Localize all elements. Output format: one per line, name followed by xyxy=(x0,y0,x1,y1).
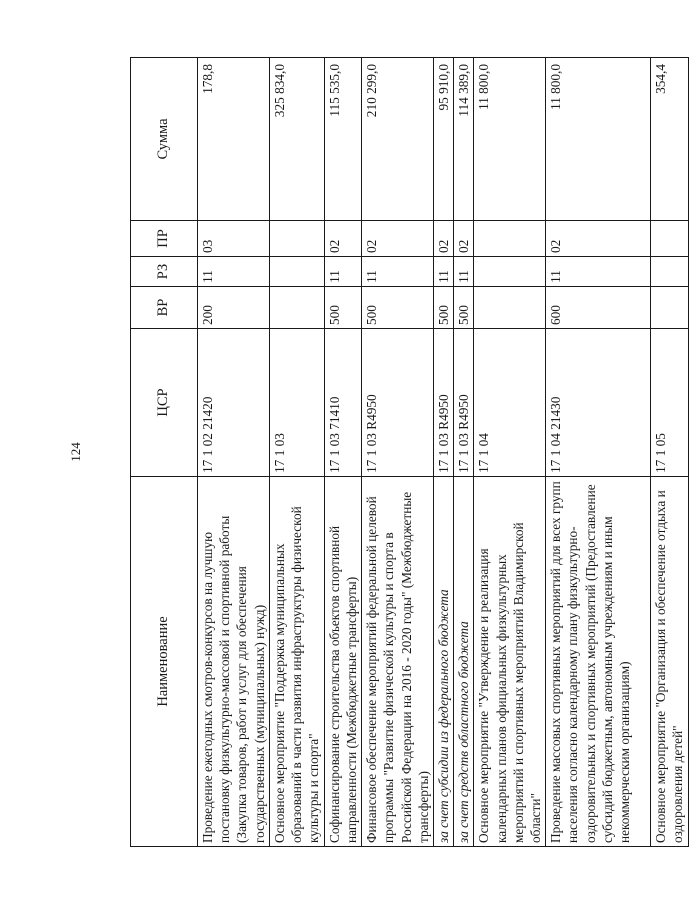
cell-rz: 11 xyxy=(198,257,270,287)
cell-pr xyxy=(474,221,546,257)
cell-rz xyxy=(474,257,546,287)
cell-name: Финансовое обеспечение мероприятий федеральной целевой программы "Развитие физической культуры и спорта в Российской Федерации на 2016 - 2020 годы" (Межбюджетные трансферты) xyxy=(362,477,434,847)
cell-name: за счет средств областного бюджета xyxy=(454,477,474,847)
cell-csr: 17 1 04 21430 xyxy=(546,329,651,477)
cell-sum: 325 834,0 xyxy=(269,58,324,221)
cell-pr: 02 xyxy=(546,221,651,257)
table-row xyxy=(454,58,474,847)
table-row xyxy=(546,58,651,847)
table-row xyxy=(362,58,434,847)
table-row xyxy=(651,58,688,847)
budget-table xyxy=(130,57,689,847)
header-csr: ЦСР xyxy=(131,329,198,477)
cell-csr: 17 1 03 71410 xyxy=(324,329,361,477)
cell-rz: 11 xyxy=(434,257,454,287)
table-row xyxy=(324,58,361,847)
header-pr: ПР xyxy=(131,221,198,257)
cell-sum: 114 389,0 xyxy=(454,58,474,221)
cell-csr: 17 1 03 xyxy=(269,329,324,477)
header-rz: РЗ xyxy=(131,257,198,287)
cell-name: Проведение ежегодных смотров-конкурсов на лучшую постановку физкультурно-массовой и спортивной работы (Закупка товаров, работ и услуг для обеспечения государственных (муниципальных) нужд) xyxy=(198,477,270,847)
table-row xyxy=(474,58,546,847)
table-row xyxy=(269,58,324,847)
header-name: Наименование xyxy=(131,477,198,847)
cell-rz: 11 xyxy=(324,257,361,287)
page-number: 124 xyxy=(67,442,83,462)
cell-vr: 200 xyxy=(198,287,270,329)
cell-sum: 178,8 xyxy=(198,58,270,221)
cell-name: Проведение массовых спортивных мероприятий для всех групп населения согласно календарному плану физкультурно-оздоровительных и спортивных мероприятий (Предоставление субсидий бюджетным, автономным учреждениям и иным некоммерческим организациям) xyxy=(546,477,651,847)
cell-pr: 02 xyxy=(324,221,361,257)
rotated-table-wrapper xyxy=(130,57,689,847)
cell-pr: 02 xyxy=(434,221,454,257)
cell-rz xyxy=(651,257,688,287)
cell-pr xyxy=(269,221,324,257)
cell-csr: 17 1 05 xyxy=(651,329,688,477)
cell-vr: 600 xyxy=(546,287,651,329)
cell-vr: 500 xyxy=(362,287,434,329)
cell-rz: 11 xyxy=(454,257,474,287)
cell-pr: 02 xyxy=(362,221,434,257)
cell-name: за счет субсидии из федерального бюджета xyxy=(434,477,454,847)
cell-csr: 17 1 04 xyxy=(474,329,546,477)
cell-pr: 02 xyxy=(454,221,474,257)
cell-name: Софинансирование строительства объектов спортивной направленности (Межбюджетные трансферты) xyxy=(324,477,361,847)
cell-sum: 11 800,0 xyxy=(546,58,651,221)
cell-sum: 354,4 xyxy=(651,58,688,221)
cell-sum: 95 910,0 xyxy=(434,58,454,221)
cell-pr xyxy=(651,221,688,257)
cell-csr: 17 1 03 R4950 xyxy=(454,329,474,477)
cell-name: Основное мероприятие "Организация и обеспечение отдыха и оздоровления детей" xyxy=(651,477,688,847)
cell-rz: 11 xyxy=(546,257,651,287)
cell-csr: 17 1 03 R4950 xyxy=(362,329,434,477)
cell-rz xyxy=(269,257,324,287)
cell-sum: 210 299,0 xyxy=(362,58,434,221)
header-row xyxy=(131,58,198,847)
cell-pr: 03 xyxy=(198,221,270,257)
cell-vr xyxy=(474,287,546,329)
table-row xyxy=(434,58,454,847)
cell-rz: 11 xyxy=(362,257,434,287)
cell-name: Основное мероприятие "Утверждение и реализация календарных планов официальных физкультурных мероприятий и спортивных мероприятий Владимирской области" xyxy=(474,477,546,847)
cell-vr: 500 xyxy=(454,287,474,329)
cell-vr xyxy=(269,287,324,329)
cell-sum: 11 800,0 xyxy=(474,58,546,221)
cell-csr: 17 1 02 21420 xyxy=(198,329,270,477)
cell-vr xyxy=(651,287,688,329)
table-row xyxy=(198,58,270,847)
cell-csr: 17 1 03 R4950 xyxy=(434,329,454,477)
cell-sum: 115 535,0 xyxy=(324,58,361,221)
header-sum: Сумма xyxy=(131,58,198,221)
cell-name: Основное мероприятие "Поддержка муниципальных образований в части развития инфраструктуры физической культуры и спорта" xyxy=(269,477,324,847)
header-vr: ВР xyxy=(131,287,198,329)
cell-vr: 500 xyxy=(434,287,454,329)
cell-vr: 500 xyxy=(324,287,361,329)
